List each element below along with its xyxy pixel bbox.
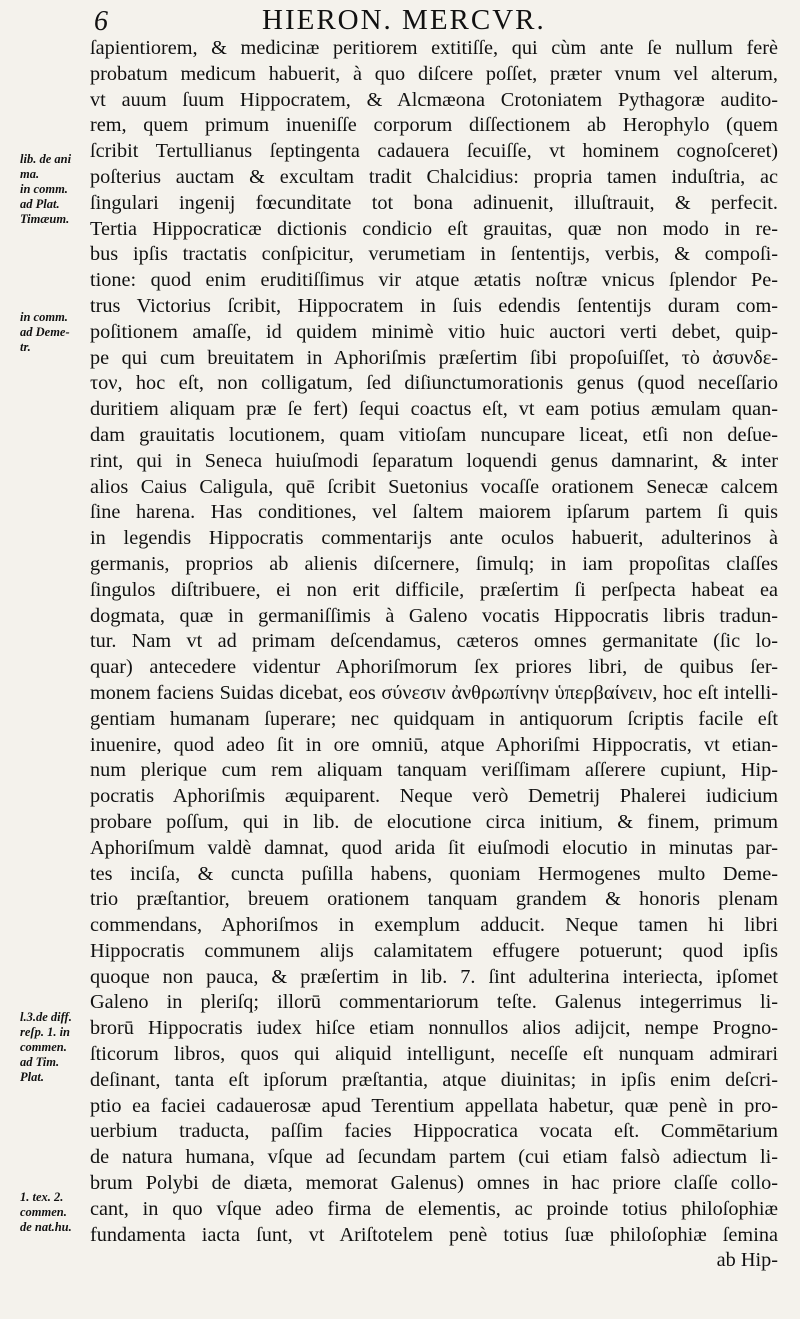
margin-note: 1. tex. 2. commen. de nat.hu. — [20, 1190, 72, 1234]
text-line: ſine harena. Has conditiones, vel ſaltem maiorem ipſarum partem ſi quis — [90, 501, 778, 524]
text-line: Tertia Hippocraticæ dictionis condicio eſt grauitas, quæ non modo in re- — [90, 217, 778, 240]
text-line: rint, qui in Seneca huiuſmodi ſeparatum loquendi genus damnarint, & inter — [90, 449, 778, 472]
text-line: brorū Hippocratis iudex hiſce etiam nonnullos alios adijcit, nempe Progno- — [90, 1017, 778, 1040]
text-line: probatum medicum habuerit, à quo diſcere poſſet, præter vnum vel alterum, — [90, 62, 778, 85]
margin-note: in comm. ad Deme- tr. — [20, 310, 70, 354]
text-line: duritiem aliquam præ ſe fert) ſequi coactus eſt, vt eam potius æmulam quan- — [90, 398, 778, 421]
text-line: Aphoriſmum valdè damnat, quod arida ſit eiuſmodi elocutio in minutas par- — [90, 836, 778, 859]
text-line: fundamenta iacta ſunt, vt Ariſtotelem penè totius ſuæ philoſophiæ ſemina — [90, 1223, 778, 1246]
text-line: trus Victorius ſcribit, Hippocratem in ſuis edendis ſententijs duram com- — [90, 294, 778, 317]
margin-note: lib. de ani ma. in comm. ad Plat. Timæum. — [20, 152, 72, 226]
text-line: in legendis Hippocratis commentarijs ante oculos habuerit, adulterinos à — [90, 527, 778, 550]
text-line: tes inciſa, & cuncta puſilla habens, quoniam Hermogenes multo Deme- — [90, 862, 778, 885]
text-line: cant, in quo vſque adeo firma de elementis, ac proinde totius philoſophiæ — [90, 1197, 778, 1220]
text-line: ſapientiorem, & medicinæ peritiorem extitiſſe, qui cùm ante ſe nullum ferè — [90, 37, 778, 59]
margin-note: l.3.de diff. reſp. 1. in commen. ad Tim. Plat. — [20, 1010, 72, 1084]
text-line: Hippocratis communem alijs calamitatem effugere potuerunt; quod ipſis — [90, 939, 778, 962]
text-line: tur. Nam vt ad primam deſcendamus, cæteros omnes germanitate (ſic lo- — [90, 630, 778, 653]
text-line: quar) antecedere videntur Aphoriſmorum ſex priores libri, de quibus ſer- — [90, 656, 778, 679]
page-number: 6 — [94, 6, 108, 37]
text-line: ptio ea faciei cadauerosæ apud Terentium appellata habetur, quæ penè in pro- — [90, 1094, 778, 1117]
text-line: de natura humana, vſque ad ſecundam partem (cui etiam falsò adiectum li- — [90, 1146, 778, 1169]
text-line: commendans, Aphoriſmos in exemplum adducit. Neque tamen hi libri — [90, 914, 778, 937]
text-line: ſingulos diſtribuere, ei non erit difficile, præſertim ſi perſpecta habeat ea — [90, 578, 778, 601]
text-line: brum Polybi de diæta, memorat Galenus) omnes in hac priore claſſe collo- — [90, 1172, 778, 1195]
text-line: alios Caius Caligula, quē ſcribit Suetonius vocaſſe orationem Senecæ calcem — [90, 475, 778, 498]
text-line: bus ipſis tractatis conſpicitur, verumetiam in ſententijs, verbis, & compoſi- — [90, 243, 778, 266]
text-line: poſitionem amaſſe, id quidem minimè vitio huic auctori verti debet, quip- — [90, 320, 778, 343]
text-line: ſticorum libros, quos qui aliquid intelligunt, neceſſe eſt nunquam admirari — [90, 1043, 778, 1066]
text-line: Galeno in pleriſq; illorū commentariorum teſte. Galenus integerrimus li- — [90, 991, 778, 1014]
running-head: HIERON. MERCVR. — [262, 4, 546, 36]
text-line: quoque non pauca, & præſertim in lib. 7. ſint adulterina interiecta, ipſomet — [90, 965, 778, 988]
text-line: inuenire, quod adeo ſit in ore omniū, atque Aphoriſmi Hippocratis, vt etian- — [90, 733, 778, 756]
text-line: trio præſtantior, breuem orationem tanquam grandem & honoris plenam — [90, 888, 778, 911]
text-line: dam grauitatis locutionem, quam vitioſam nuncupare liceat, etſi non deſue- — [90, 423, 778, 446]
text-line: probare poſſum, qui in lib. de elocutione circa initium, & finem, primum — [90, 810, 778, 833]
text-line: τον, hoc eſt, non colligatum, ſed diſiunctumorationis genus (quod neceſſario — [90, 372, 778, 395]
text-line: pocratis Aphoriſmis æquiparent. Neque verò Demetrij Phalerei iudicium — [90, 785, 778, 808]
text-line: rem, quem primum inueniſſe corporum diſſectionem ab Herophylo (quem — [90, 114, 778, 137]
text-line: gentiam humanam ſuperare; nec quidquam in antiquorum ſcriptis facile eſt — [90, 707, 778, 730]
text-line: ſcribit Tertullianus ſeptingenta cadauera ſecuiſſe, vt hominem cognoſceret) — [90, 140, 778, 163]
text-line: pe qui cum breuitatem in Aphoriſmis præſertim ſibi propoſuiſſet, τὸ ἀσυνδε- — [90, 346, 778, 369]
text-line: uerbium traducta, paſſim facies Hippocratica vocata eſt. Commētarium — [90, 1120, 778, 1143]
text-line: ſingulari ingenij fœcunditate tot bona adinuenit, illuſtrauit, & perfecit. — [90, 191, 778, 214]
text-line: vt auum ſuum Hippocratem, & Alcmæona Crotoniatem Pythagoræ audito- — [90, 88, 778, 111]
text-line: dogmata, quæ in germaniſſimis à Galeno vocatis Hippocratis libris tradun- — [90, 604, 778, 627]
text-line: germanis, proprios ab alienis diſcernere, ſimulq; in iam propoſitas claſſes — [90, 552, 778, 575]
text-line: num plerique cum rem aliquam tanquam veriſſimam aſſerere cupiunt, Hip- — [90, 759, 778, 782]
page-header — [0, 4, 800, 38]
text-line: tione: quod enim eruditiſſimus vir atque ætatis noſtræ vnicus ſplendor Pe- — [90, 269, 778, 292]
body-text — [90, 36, 778, 1274]
text-line: poſterius auctam & excultam tradit Chalcidius: propria tamen induſtria, ac — [90, 165, 778, 188]
text-line: deſinant, tanta eſt ipſorum præſtantia, atque diuinitas; in ipſis enim deſcri- — [90, 1068, 778, 1091]
text-line: monem faciens Suidas dicebat, eos σύνεσιν ἀνθρωπίνην ὑπερβαίνειν, hoc eſt intelli- — [90, 681, 778, 704]
catchword-line: ab Hip- — [716, 1249, 778, 1272]
